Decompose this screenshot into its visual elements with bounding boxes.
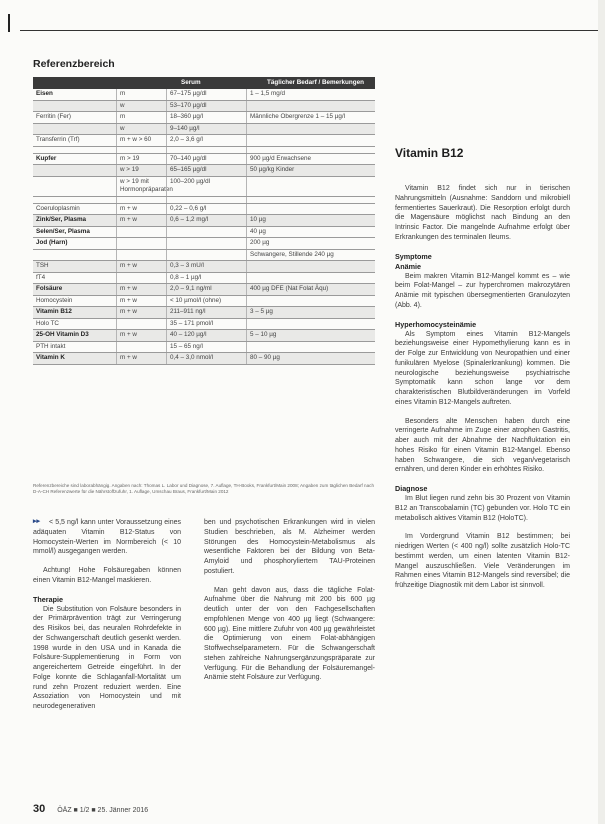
table-row [33, 204, 375, 216]
table-cell [33, 124, 116, 135]
table-cell: Coeruloplasmin [36, 204, 80, 212]
text-column-2 [204, 518, 375, 692]
table-row [33, 197, 375, 204]
table-cell: Folsäure [36, 285, 63, 292]
table-cell [116, 227, 166, 238]
table-row [33, 238, 375, 250]
table-row [33, 112, 375, 124]
table-cell [116, 273, 166, 284]
table-row [33, 177, 375, 197]
table-cell: m + w [116, 261, 166, 272]
table-header-cell [33, 77, 122, 89]
table-row [33, 342, 375, 354]
table-cell: 211–911 ng/l [166, 307, 246, 318]
table-cell: 10 µg [246, 215, 375, 226]
table-cell: m [116, 89, 166, 100]
table-cell: 35 – 171 pmol/l [166, 319, 246, 330]
table-cell: 0,3 – 3 mU/l [166, 261, 246, 272]
table-cell [33, 101, 116, 112]
table-cell [246, 197, 375, 203]
table-cell: 5 – 10 µg [246, 330, 375, 341]
table-cell: m + w > 60 [116, 135, 166, 146]
table-cell: Transferrin (Trf) [36, 136, 80, 143]
table-cell: m + w [116, 330, 166, 341]
table-row [33, 227, 375, 239]
reference-table [33, 77, 375, 365]
table-cell: 2,0 – 9,1 ng/ml [166, 284, 246, 295]
paragraph: Als Symptom eines Vitamin B12-Mangels beziehungsweise einer Hypomethylierung kann es in der Folge zur Entwicklung von Neuropathien und einer funikulären Myelose (Spinalerkrankung) kommen. Die neurologische beziehungsweise psychiatrische Symptomatik kann schon lange vor dem charakteristischen Blutbildveränderungen im Vorfeld eines Vitamin B12-Mangels auftreten. [395, 330, 570, 406]
table-cell [246, 124, 375, 135]
table-cell [246, 177, 375, 196]
paragraph: Vitamin B12 findet sich nur in tierischen Nahrungsmitteln (Ausnahme: Sanddorn und mikrobiell fermentiertes Sauerkraut). Die Resorption erfolgt durch die Magensäure möglichst nach Bindung an den Intrinsic Factor. Die mangelnde Aufnahme erfolgt über Erkrankungen des terminalen Ileums. [395, 185, 570, 241]
table-cell [116, 319, 166, 330]
table-row [33, 135, 375, 147]
table-cell [33, 165, 116, 176]
table-cell [33, 250, 116, 261]
heading-vitamin-b12: Vitamin B12 [395, 146, 464, 160]
table-cell: 65–165 µg/dl [166, 165, 246, 176]
table-cell [246, 342, 375, 353]
table-cell [246, 135, 375, 146]
table-cell: m + w [116, 215, 166, 226]
table-cell: 100–200 µg/dl [166, 177, 246, 196]
table-cell [166, 238, 246, 249]
table-cell: Selen/Ser, Plasma [36, 227, 90, 235]
table-cell: 70–140 µg/dl [166, 154, 246, 165]
table-header [33, 77, 375, 89]
table-cell: 9–140 µg/l [166, 124, 246, 135]
table-cell [166, 147, 246, 153]
page-footer [33, 803, 148, 815]
page-edge [598, 0, 605, 824]
table-cell [33, 147, 116, 153]
table-cell: Kupfer [36, 154, 57, 162]
paragraph: Im Vordergrund Vitamin B12 bestimmen; bei niedrigen Werten (< 400 ng/l) sollte zusätzlich Holo-TC bestimmt werden, um einen latenten Vitamin B12-Mangel auszuschließen. Viele Veränderungen im Rahmen eines Vitamin B12-Mangels sind reversibel; die frühzeitige Diagnostik mit dem Labor ist sinnvoll. [395, 533, 570, 589]
paragraph: Man geht davon aus, dass die tägliche Folat-Aufnahme über die Nahrung mit 200 bis 600 µg deutlich unter der von den Fachgesellschaften empfohlenen Menge von 400 µg liegt (Schwangere: 600 µg). Eine mittlere Zufuhr von 400 µg gewährleistet die Optimierung von einem Folat-abhängigen Stoffwechselparametern. Für die Schwangerschaft stehen zahlreiche Nahrungsergänzungspräparate zur Verfügung. Für die Behandlung der Folsäuremangel-Anämie steht Folsäure zur Verfügung. [204, 586, 375, 682]
section-title: Referenzbereich [33, 58, 115, 70]
header-tick-mark [8, 14, 10, 32]
table-cell: 80 – 90 µg [246, 353, 375, 364]
table-cell: Eisen [36, 90, 53, 97]
table-cell: Zink/Ser, Plasma [36, 216, 87, 223]
journal-issue: ÖÄZ ■ 1/2 ■ 25. Jänner 2016 [57, 807, 149, 814]
table-cell: m + w [116, 353, 166, 364]
text-column-3 [395, 184, 570, 600]
table-header-cell: Serum [181, 79, 201, 86]
table-row [33, 330, 375, 342]
table-cell: w > 19 mit Hormonpräparaten [116, 177, 166, 196]
table-cell [246, 319, 375, 330]
table-row [33, 154, 375, 166]
table-cell: Holo TC [36, 319, 59, 327]
table-cell: 53–170 µg/dl [166, 101, 246, 112]
table-header-cell [122, 77, 178, 89]
heading-diagnose: Diagnose [395, 484, 428, 493]
table-cell: < 10 µmol/l (ohne) [166, 296, 246, 307]
table-cell: w [116, 101, 166, 112]
table-row [33, 89, 375, 101]
table-cell: m > 19 [116, 154, 166, 165]
table-cell [246, 101, 375, 112]
table-cell [166, 197, 246, 203]
page-number: 30 [33, 803, 46, 815]
table-row [33, 319, 375, 331]
table-cell: 900 µg/d Erwachsene [246, 154, 375, 165]
page-header [0, 0, 605, 20]
table-cell: PTH intakt [36, 342, 66, 350]
table-cell: 0,4 – 3,0 nmol/l [166, 353, 246, 364]
table-cell: 15 – 65 ng/l [166, 342, 246, 353]
table-cell [246, 273, 375, 284]
table-cell [246, 204, 375, 215]
table-cell [246, 261, 375, 272]
paragraph: ben und psychotischen Erkrankungen wird in vielen Studien beschrieben, als M. Alzheimer werden Störungen des Homocystein-Metabolismus als wesentliche Faktoren bei der Bildung von Beta-Amyloid und phosphoryliertem TAU-Proteinen postuliert. [204, 519, 375, 575]
table-cell: m + w [116, 284, 166, 295]
table-cell: fT4 [36, 273, 46, 281]
table-cell: w [116, 124, 166, 135]
table-cell: 400 µg DFE (Nat Folat Äqu) [246, 284, 375, 295]
table-cell [166, 250, 246, 261]
table-row [33, 307, 375, 319]
subheading-anaemie: Anämie [395, 261, 421, 271]
table-row [33, 296, 375, 308]
table-cell [33, 197, 116, 203]
table-cell: 200 µg [246, 238, 375, 249]
table-cell: Schwangere, Stillende 240 µg [246, 250, 375, 261]
table-cell [166, 227, 246, 238]
table-footnote: Referenzbereiche sind laborabhängig. Angaben nach: Thomas L. Labor und Diagnose, 7. Auflage, TH-Books, Frankfurt/Main 2008; Angaben zum täglichen Bedarf nach D-A-CH Referenzwerte für die Nährstoffzufuhr, 1. Auflage, Umschau Braus, Frankfurt/Main 2012 [33, 483, 375, 495]
continuation-marker: ▸▸ [33, 518, 41, 525]
paragraph: Im Blut liegen rund zehn bis 30 Prozent von Vitamin B12 an Transcobalamin (TC) gebunden vor. Holo TC ein metabolisch aktives Vitamin B12 (HoloTC). [395, 495, 570, 522]
paragraph: Beim makren Vitamin B12-Mangel kommt es – wie beim Folat-Mangel – zur hyperchromen makrozytären Anämie mit typischen übersegmentierten Granulozyten (Abb. 4). [395, 272, 570, 309]
table-cell: Ferritin (Fer) [36, 113, 71, 120]
table-cell: Männliche Obergrenze 1 – 15 µg/l [246, 112, 375, 123]
paragraph: Besonders alte Menschen haben durch eine verringerte Aufnahme im Zuge einer atrophen Gastritis, aber auch mit der Abnahme der Nachfluktation ein hohes Risiko für einen Vitamin B12-Mangel. Ebenso haben Schwangere, die sich vegan/vegetarisch ernähren, und deren Kinder ein erhöhtes Risiko. [395, 417, 570, 474]
header-rule [20, 30, 600, 31]
table-cell [116, 250, 166, 261]
table-cell [116, 197, 166, 203]
table-cell: 0,8 – 1 µg/l [166, 273, 246, 284]
table-row [33, 147, 375, 154]
heading-symptome: Symptome [395, 251, 432, 261]
table-row [33, 165, 375, 177]
table-cell: 40 µg [246, 227, 375, 238]
paragraph: Die Substitution von Folsäure besonders in der Primärprävention trägt zur Verringerung des Risikos bei, das neuralen Rohrdefekte in der Schwangerschaft deutlich gesenkt werden. 1998 wurde in den USA und in Kanada die Folsäure-Supplementierung in Form von angereichertem Getreide eingeführt. In der Folge konnte die Schlaganfall-Mortalität um rund zehn Prozent reduziert werden. Eine Assoziation von Homocystein und mit neurodegenerativen [33, 605, 181, 710]
subheading-hyperhomocysteinaemie: Hyperhomocysteinämie [395, 319, 477, 329]
table-row [33, 261, 375, 273]
table-cell: 0,22 – 0,6 g/l [166, 204, 246, 215]
table-cell: 67–175 µg/dl [166, 89, 246, 100]
table-cell: 1 – 1,5 mg/d [246, 89, 375, 100]
table-cell: TSH [36, 262, 49, 269]
table-cell: Vitamin K [36, 354, 65, 361]
table-row [33, 353, 375, 365]
table-cell [116, 238, 166, 249]
table-cell: Jod (Harn) [36, 239, 68, 246]
table-cell [246, 147, 375, 153]
text-column-1 [33, 518, 181, 721]
table-cell [246, 296, 375, 307]
table-cell: 18–360 µg/l [166, 112, 246, 123]
table-cell: m [116, 112, 166, 123]
table-row [33, 101, 375, 113]
table-row [33, 124, 375, 136]
table-cell [33, 177, 116, 196]
paragraph: Achtung! Hohe Folsäuregaben können einen Vitamin B12-Mangel maskieren. [33, 567, 181, 584]
table-header-cell: Täglicher Bedarf / Bemerkungen [267, 79, 364, 86]
table-cell: m + w [116, 307, 166, 318]
table-cell: w > 19 [116, 165, 166, 176]
table-cell: Vitamin B12 [36, 308, 72, 315]
table-cell: 40 – 120 µg/l [166, 330, 246, 341]
table-cell: 50 µg/kg Kinder [246, 165, 375, 176]
table-row [33, 250, 375, 262]
table-body [33, 89, 375, 365]
heading-therapie: Therapie [33, 594, 63, 604]
table-row [33, 215, 375, 227]
table-cell: 3 – 5 µg [246, 307, 375, 318]
table-cell [116, 147, 166, 153]
table-row [33, 273, 375, 285]
table-cell: 25-OH Vitamin D3 [36, 331, 89, 338]
table-cell: Homocystein [36, 296, 73, 304]
table-cell [116, 342, 166, 353]
table-cell: m + w [116, 204, 166, 215]
table-cell: 2,0 – 3,6 g/l [166, 135, 246, 146]
table-cell: m + w [116, 296, 166, 307]
paragraph: < 5,5 ng/l kann unter Voraussetzung eines adäquaten Vitamin B12-Status von Homocystein-Werten im Normbereich (< 10 mmol/l) ausgegangen werden. [33, 519, 181, 556]
table-cell: 0,6 – 1,2 mg/l [166, 215, 246, 226]
table-row [33, 284, 375, 296]
